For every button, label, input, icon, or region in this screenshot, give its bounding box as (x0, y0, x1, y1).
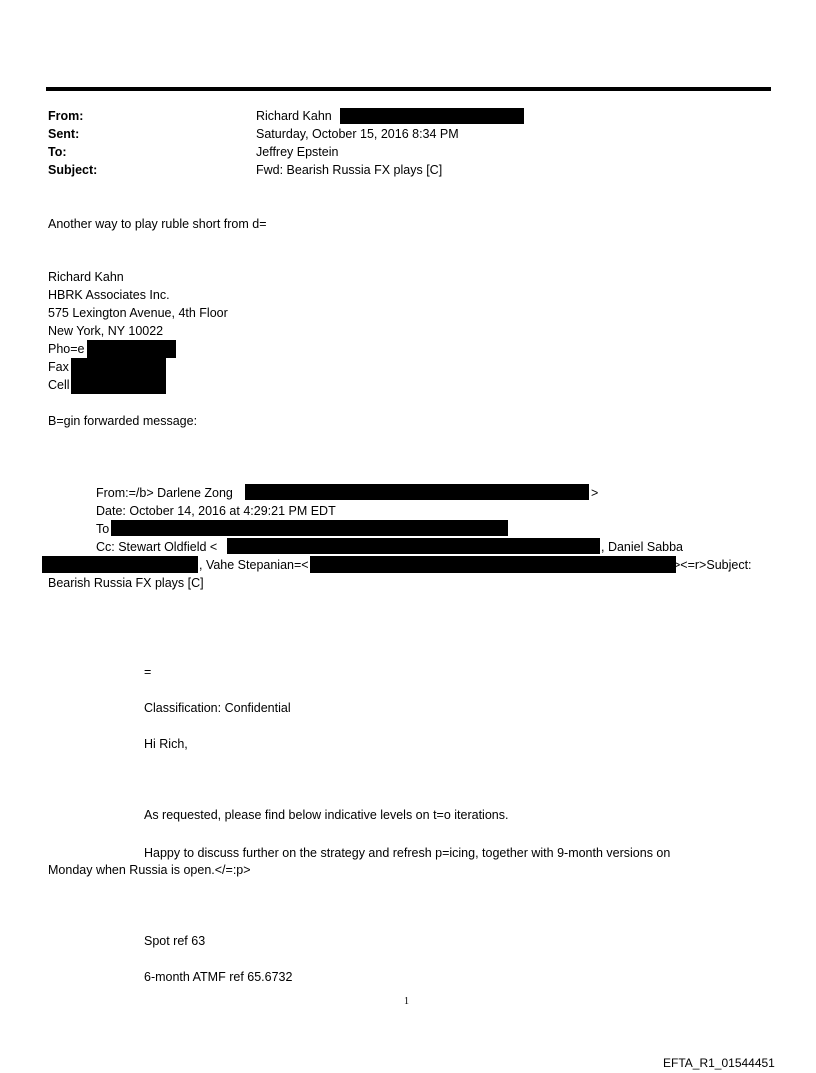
redaction-bar (42, 556, 198, 573)
fwd-to-line: To (96, 522, 110, 536)
sent-label: Sent: (48, 127, 80, 141)
signature-address2: New York, NY 10022 (48, 324, 164, 338)
redaction-bar (310, 556, 676, 573)
fwd-cc-tail: , Daniel Sabba (601, 540, 684, 554)
subject-value: Fwd: Bearish Russia FX plays [C] (256, 163, 443, 177)
redaction-bar (71, 376, 166, 394)
happy-line-2: Monday when Russia is open.</=:p> (48, 863, 251, 877)
fwd-subject-cont: Bearish Russia FX plays [C] (48, 576, 204, 590)
signature-fax-label: Fax (48, 360, 69, 374)
to-label: To: (48, 145, 67, 159)
signature-name: Richard Kahn (48, 270, 124, 284)
spot-ref-line: Spot ref 63 (144, 934, 206, 948)
document-id: EFTA_R1_01544451 (663, 1056, 775, 1070)
fwd-vahe-line: , Vahe Stepanian=< (199, 558, 309, 572)
redaction-bar (340, 108, 524, 124)
equals-line: = (144, 665, 152, 679)
greeting-line: Hi Rich, (144, 737, 188, 751)
redaction-bar (245, 484, 589, 500)
redaction-bar (227, 538, 600, 554)
from-label: From: (48, 109, 84, 123)
subject-label: Subject: (48, 163, 98, 177)
from-value: Richard Kahn (256, 109, 332, 123)
fwd-from-end: > (591, 486, 599, 500)
fwd-cc-line: Cc: Stewart Oldfield < (96, 540, 218, 554)
classification-line: Classification: Confidential (144, 701, 291, 715)
page-number: 1 (404, 996, 409, 1007)
to-value: Jeffrey Epstein (256, 145, 339, 159)
begin-forwarded: B=gin forwarded message: (48, 414, 198, 428)
fwd-subject-tail: ><=r>Subject: (673, 558, 752, 572)
signature-cell-label: Cell (48, 378, 70, 392)
intro-text: Another way to play ruble short from d= (48, 217, 267, 231)
happy-line-1: Happy to discuss further on the strategy and refresh p=icing, together with 9-month versions on (144, 846, 671, 860)
redaction-bar (111, 520, 508, 536)
fwd-date-line: Date: October 14, 2016 at 4:29:21 PM EDT (96, 504, 336, 518)
redaction-bar (71, 358, 166, 376)
sent-value: Saturday, October 15, 2016 8:34 PM (256, 127, 459, 141)
header-rule (46, 87, 771, 91)
requested-line: As requested, please find below indicative levels on t=o iterations. (144, 808, 509, 822)
atmf-ref-line: 6-month ATMF ref 65.6732 (144, 970, 293, 984)
redaction-bar (87, 340, 176, 358)
fwd-from-line: From:=/b> Darlene Zong (96, 486, 233, 500)
signature-address1: 575 Lexington Avenue, 4th Floor (48, 306, 228, 320)
signature-company: HBRK Associates Inc. (48, 288, 170, 302)
signature-phone-label: Pho=e (48, 342, 85, 356)
